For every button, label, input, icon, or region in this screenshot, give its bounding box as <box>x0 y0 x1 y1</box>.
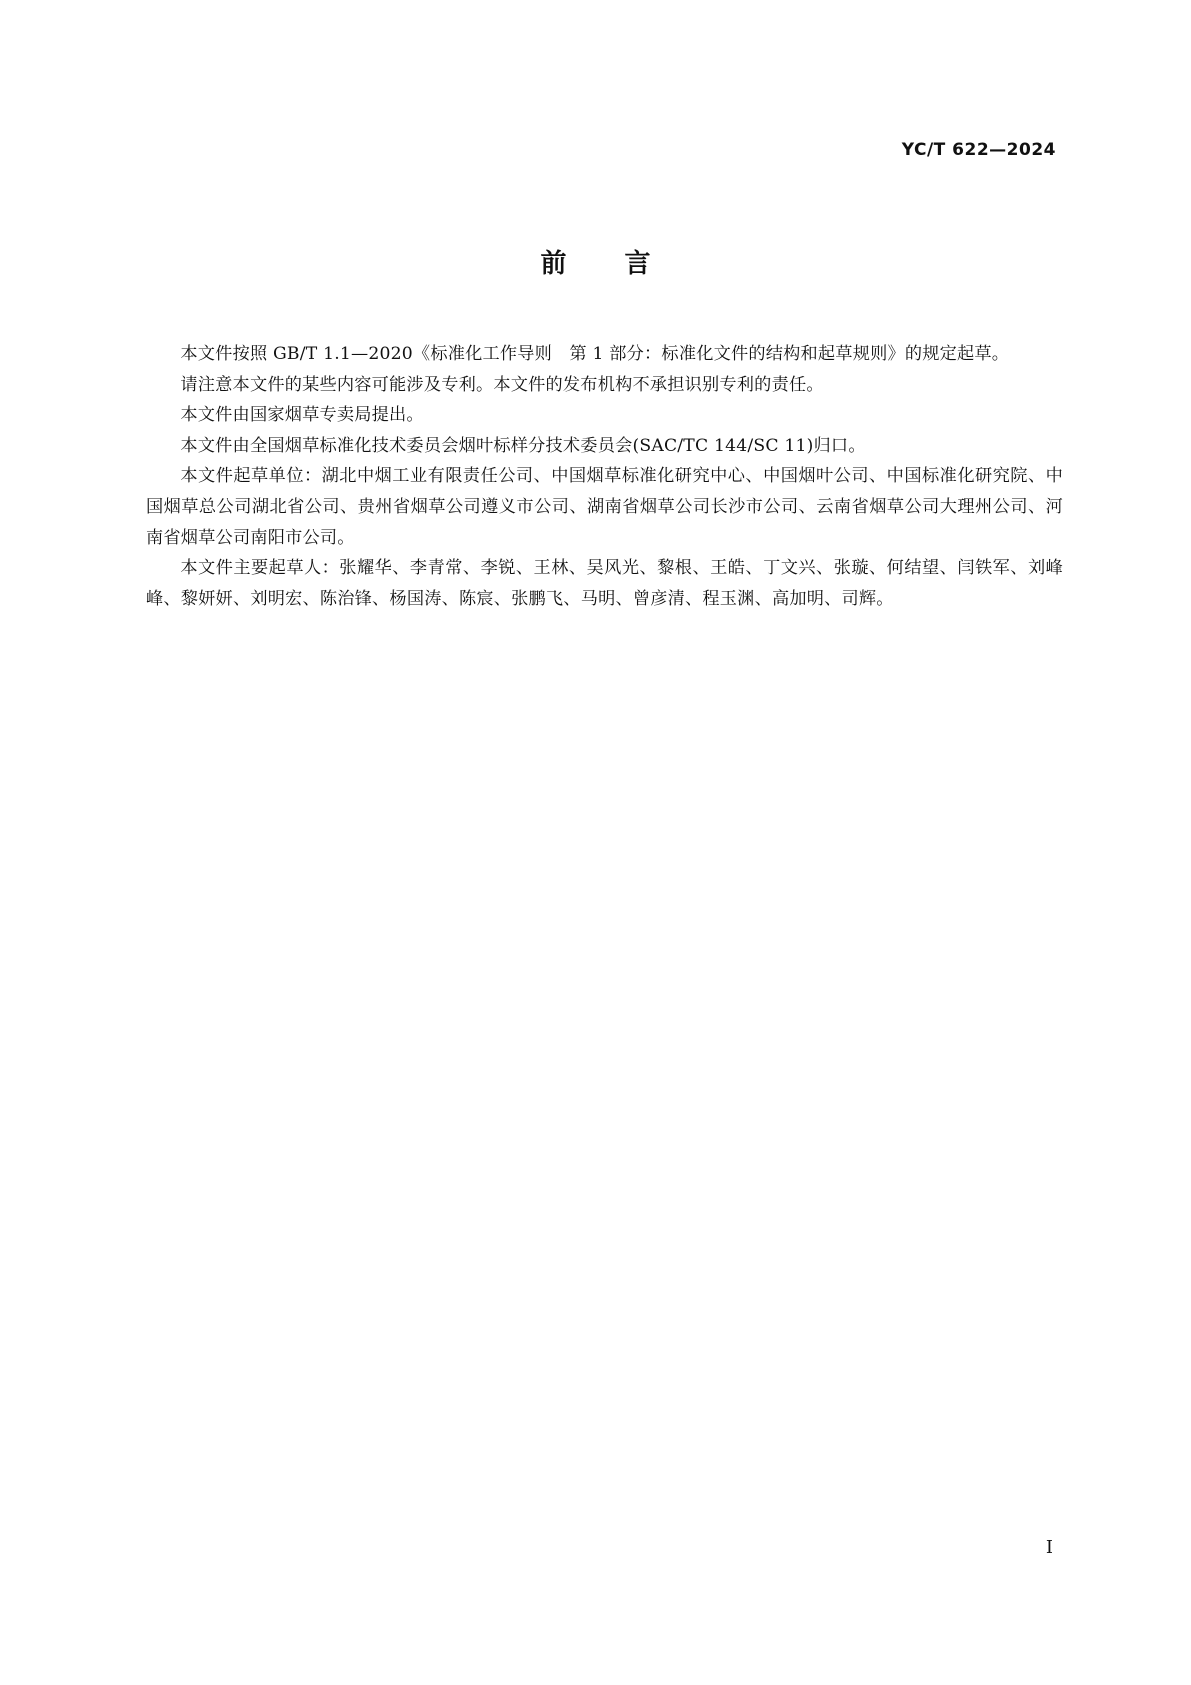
page-title: 前言 <box>540 249 709 279</box>
paragraph-patent-notice: 请注意本文件的某些内容可能涉及专利。本文件的发布机构不承担识别专利的责任。 <box>180 374 824 395</box>
paragraph-drafting-organizations: 本文件起草单位：湖北中烟工业有限责任公司、中国烟草标准化研究中心、中国烟叶公司、中国标准化研究院、中国烟草总公司湖北省公司、贵州省烟草公司遵义市公司、湖南省烟草公司长沙市公司、云南省烟草公司大理州公司、河南省烟草公司南阳市公司。 <box>146 466 1063 548</box>
page-number: I <box>1045 1537 1053 1558</box>
document-code: YC/T 622—2024 <box>901 140 1056 160</box>
preface-body <box>146 339 1063 614</box>
paragraph-proposer: 本文件由国家烟草专卖局提出。 <box>180 405 424 426</box>
paragraph-main-drafters: 本文件主要起草人：张耀华、李青常、李锐、王林、吴风光、黎根、王皓、丁文兴、张璇、何结望、闫铁军、刘峰峰、黎妍妍、刘明宏、陈治锋、杨国涛、陈宸、张鹏飞、马明、曾彦清、程玉渊、高加明、司辉。 <box>146 558 1063 609</box>
paragraph-responsible-committee: 本文件由全国烟草标准化技术委员会烟叶标样分技术委员会(SAC/TC 144/SC 11)归口。 <box>180 435 866 456</box>
paragraph-drafting-rules: 本文件按照 GB/T 1.1—2020《标准化工作导则 第 1 部分：标准化文件的结构和起草规则》的规定起草。 <box>180 344 1010 364</box>
